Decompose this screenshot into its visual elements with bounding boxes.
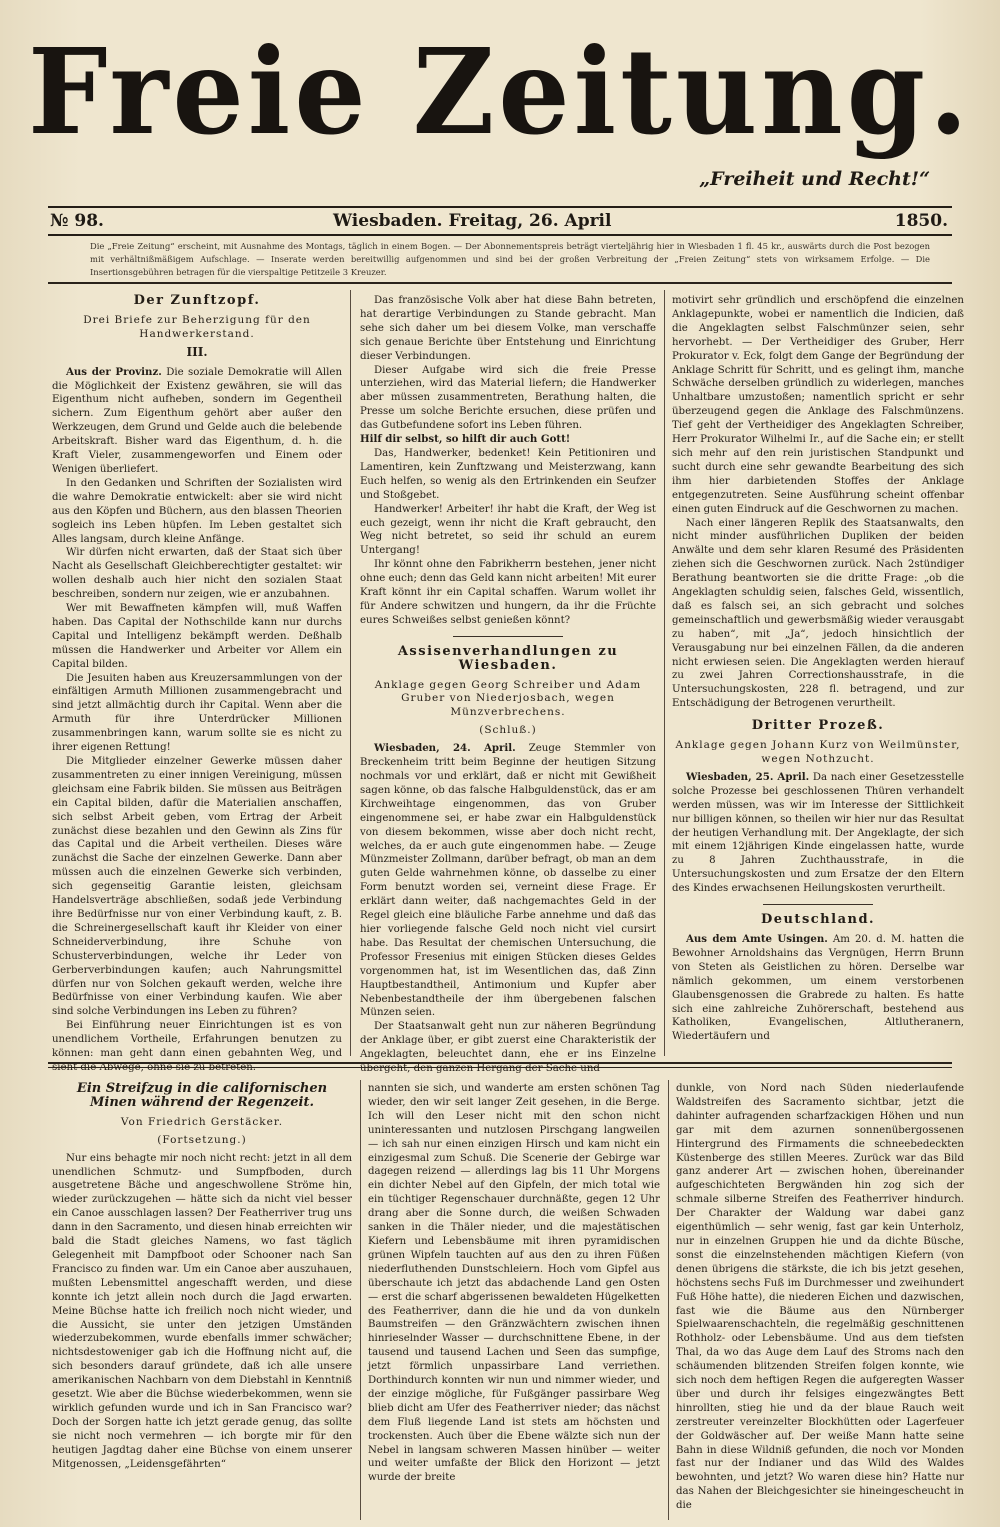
- paragraph: Handwerker! Arbeiter! ihr habt die Kraft, der Weg ist euch gezeigt, wenn ihr nicht die Kraft gebraucht, den Weg nicht betretet, so seid ihr schuld an eurem Untergang!: [360, 503, 656, 557]
- issue-number: № 98.: [50, 211, 104, 231]
- article-subheading: Anklage gegen Georg Schreiber und Adam Gruber von Niederjosbach, wegen Münzverbrechens.: [374, 678, 642, 719]
- paragraph: Wir dürfen nicht erwarten, daß der Staat sich über Nacht als Gesellschaft Gleichberechtigter gestaltet: wir wollen deshalb auch hier nicht den sozialen Staat beschreiben, sondern nur zeigen, wie er anzubahnen.: [52, 547, 342, 601]
- letter-number: III.: [186, 344, 208, 359]
- article-heading: Assisenverhandlungen zu Wiesbaden.: [397, 643, 619, 673]
- masthead-title: Freie Zeitung.: [27, 23, 973, 162]
- section-divider: [763, 904, 873, 905]
- feuilleton-column-2: [368, 1082, 660, 1522]
- column-rule: [664, 290, 665, 1056]
- paragraph: Die soziale Demokratie will Allen die Möglichkeit der Existenz gewähren, sie will das Eigenthum nicht aufheben, sondern im Gegentheil sichern. Zum Eigenthum gehört aber außer den Werkzeugen, dem Grund und Gelde auch die belebende Arbeitskraft. Bisher ward das Eigenthum, d. h. die Kraft Vieler, zusammengeworfen und Einem oder Wenigen überliefert.: [52, 366, 343, 475]
- paragraph: Da nach einer Gesetzesstelle solche Prozesse bei geschlossenen Thüren verhandelt werden müssen, was wir im Interesse der Sittlichkeit nur billigen können, so theilen wir hier nur das Resultat der heutigen Verhandlung mit. Der Angeklagte, der sich mit einem 12jährigen Kinde eingelassen hatte, wurde zu 8 Jahren Zuchthausstrafe, in die Untersuchungskosten und zum Ersatze der den Eltern des Kindes erwachsenen Heilungskosten verurtheilt.: [672, 771, 964, 895]
- paragraph: Das, Handwerker, bedenket! Kein Petitioniren und Lamentiren, kein Zunftzwang und Meisterzwang, kann Euch helfen, so wenig als den Ertrinkenden ein Seufzer und Stoßgebet.: [360, 447, 656, 501]
- paragraph: nannten sie sich, und wanderte am ersten schönen Tag wieder, den wir seit langer Zeit gesehen, in die Berge. Ich will den Leser nicht mit den schon nicht uninteressanten und nutzlosen Pirschgang langweilen — ich sah nur einen einzigen Hirsch und kam nicht ein einzigesmal zum Schuß. Die Scenerie der Gebirge war dagegen reizend — allerdings lag bis 11 Uhr Morgens ein dichter Nebel auf den Gipfeln, der mich total wie ein tüchtiger Regenschauer durchnäßte, gegen 12 Uhr drang aber die Sonne durch, die weißen Schwaden sanken in die Thäler nieder, und die majestätischen Kiefern und Lebensbäume mit ihren pyramidischen grünen Wipfeln tauchten auf aus den zu ihren Füßen niederfluthenden Dunstschleiern. Hoch vom Gipfel aus überschaute ich jetzt das abdachende Land gen Osten — erst die scharf abgerissenen bewaldeten Hügelketten des Featherriver, dann die hie und da von dunkeln Baumstreifen — den Gränzwächtern zwischen ihnen hinrieselnder Wasser — durchschnittene Ebene, in der tausend und tausend Lachen und Seen das sumpfige, jetzt förmlich unpassirbare Land verriethen. Dorthindurch konnten wir nun und nimmer wieder, und der einzige mögliche, für Fußgänger passirbare Weg blieb dicht am Ufer des Featherriver nieder; das nächst dem Fluß liegende Land ist stets am höchsten und trockensten. Auch über die Ebene wälzte sich nun der Nebel in langsam schweren Massen hinüber — weiter und weiter umfaßte der Blick den Horizont — jetzt wurde der breite: [368, 1083, 660, 1484]
- feuilleton-heading: Ein Streifzug in die californischen Minen während der Regenzeit.: [76, 1081, 328, 1110]
- issue-bar: [48, 206, 952, 236]
- paragraph: Wer mit Bewaffneten kämpfen will, muß Waffen haben. Das Capital der Nothschilde kann nur durchs Capital und Intelligenz bekämpft werden. Deßhalb müssen die Handwerker und Arbeiter vor Allem ein Capital bilden.: [52, 603, 342, 670]
- continuation-note: (Fortsetzung.): [157, 1133, 247, 1146]
- article-subheading: Drei Briefe zur Beherzigung für den Handwerkerstand.: [83, 313, 311, 340]
- column-rule: [350, 290, 351, 1056]
- paragraph: Nach einer längeren Replik des Staatsanwalts, den nicht minder ausführlichen Dupliken der beiden Anwälte und dem sehr klaren Resumé des Präsidenten ziehen sich die Geschwornen zurück. Nach 2stündiger Berathung beantworten sie die dritte Frage: „ob die Angeklagten schuldig seien, falsches Geld, wissentlich, daß es falsch sei, an sich gebracht und solches gemeinschaftlich und gewerbsmäßig wieder verausgabt zu haben“, mit „Ja“, jedoch hinsichtlich der Verausgabung nur bei einzelnen Fällen, da die anderen nicht erwiesen seien. Die Angeklagten werden hierauf zu zwei Jahren Correctionshausstrafe, in die Untersuchungskosten, 228 fl. betragend, und zur Entschädigung der Betrogenen verurtheilt.: [672, 517, 964, 710]
- paragraph: Der Staatsanwalt geht nun zur näheren Begründung der Anklage über, er gibt zuerst eine Charakteristik der Angeklagten, beleuchtet dann, ehe er ins Einzelne übergeht, den ganzen Hergang der Sache und: [360, 1021, 656, 1075]
- article-lead: Aus dem Amte Usingen.: [686, 932, 828, 945]
- paragraph: Ihr könnt ohne den Fabrikherrn bestehen, jener nicht ohne euch; denn das Geld kann nicht arbeiten! Mit eurer Kraft könnt ihr ein Capital schaffen. Warum wollet ihr für Andere schwitzen und hungern, da ihr die Früchte eures Schweißes selbst genießen könnt?: [360, 559, 656, 626]
- section-divider: [453, 636, 563, 637]
- article-subheading: Anklage gegen Johann Kurz von Weilmünster, wegen Nothzucht.: [675, 739, 961, 765]
- paragraph: Die Mitglieder einzelner Gewerke müssen daher zusammentreten zu einer innigen Vereinigung, müssen gleichsam eine Fabrik bilden. Sie müssen aus Beiträgen ein Capital bilden, dafür die Materialien anschaffen, sich selbst Arbeit geben, vom Ertrag der Arbeit zunächst diese bezahlen und den Gewinn als Zins für das Capital und die Arbeit vertheilen. Dieses wäre zunächst die Sache der einzelnen Gewerke. Dann aber müssen auch die einzelnen Gewerke sich verbinden, sich gegenseitig Garantie leisten, gleichsam Handelsverträge abschließen, sodaß jede Verbindung ihre Bedürfnisse nur von einer Verbindung kauft, z. B. die Schreinergesellschaft kauft ihr Kleider von einer Schneiderverbindung, ihre Schuhe von Schusterverbindungen, welche ihr Leder von Gerberverbindungen kaufen; auch Nahrungsmittel dürfen nur von Solchen gekauft werden, welche ihre Bedürfnisse von einer Verbindung kaufen. Wie aber sind solche Verbindungen ins Leben zu führen?: [52, 756, 342, 1018]
- paragraph: Am 20. d. M. hatten die Bewohner Arnoldshains das Vergnügen, Herrn Brunn von Steten als Geistlichen zu hören. Derselbe war nämlich gekommen, um einem verstorbenen Glaubensgenossen die Grabrede zu halten. Es hatte sich eine zahlreiche Zuhörerschaft, bestehend aus Katholiken, Evangelischen, Altlutheranern, Wiedertäufern und: [672, 933, 964, 1043]
- issue-place-date: Wiesbaden. Freitag, 26. April: [333, 211, 612, 231]
- paragraph: Das französische Volk aber hat diese Bahn betreten, hat derartige Verbindungen zu Stande gebracht. Man sehe sich daher um bei diesem Volke, man verschaffe sich genaue Berichte über Entstehung und Einrichtung dieser Verbindungen.: [360, 295, 656, 362]
- masthead-motto: „Freiheit und Recht!“: [699, 168, 930, 190]
- section-heading: Deutschland.: [760, 912, 876, 928]
- column-1: [52, 293, 343, 1073]
- paragraph: Die Jesuiten haben aus Kreuzersammlungen von der einfältigen Armuth Millionen zusammengebracht und sind jetzt allmächtig durch ihr Capital. Wenn aber die Armuth für ihre Unterdrücker Millionen zusammenbringen kann, warum sollte sie es nicht zu ihrer eigenen Rettung!: [52, 672, 342, 754]
- motto-line: Hilf dir selbst, so hilft dir auch Gott!: [360, 433, 571, 446]
- feuilleton-column-1: [52, 1082, 352, 1522]
- subscription-notice: Die „Freie Zeitung“ erscheint, mit Ausnahme des Montags, täglich in einem Bogen. — Der Abonnementspreis beträgt vierteljährig hier in Wiesbaden 1 fl. 45 kr., auswärts durch die Post bezogen mit verhältnißmäßigem Aufschlage. — Inserate werden bereitwillig aufgenommen und sind bei der großen Verbreitung der „Freien Zeitung“ stets von wirksamem Erfolge. — Die Insertionsgebühren betragen für die vierspaltige Petitzeile 3 Kreuzer.: [90, 241, 930, 277]
- paragraph: dunkle, von Nord nach Süden niederlaufende Waldstreifen des Sacramento sichtbar, jetzt die dahinter aufragenden scharfzackigen Höhen und nun gar mit dem azurnen sonnenübergossenen Hintergrund des Firmaments die schneebedeckten Küstenberge des stillen Meeres. Zurück war das Bild ganz anderer Art — zwischen hohen, übereinander aufgeschichteten Bergwänden hin zog sich der schmale silberne Streifen des Featherriver hindurch. Der Charakter der Waldung war dabei ganz eigenthümlich — sehr wenig, fast gar kein Unterholz, nur in einzelnen Gruppen hie und da dichte Büsche, sonst die einzelnstehenden mächtigen Kiefern (von denen übrigens die stärkste, die ich bis jetzt gesehen, höchstens sechs Fuß im Durchmesser und zweihundert Fuß Höhe hatte), die niederen Eichen und dazwischen, fast wie die Bäume aus den Nürnberger Spielwaarenschachteln, die regelmäßig geschnittenen Rothholz- oder Lebensbäume. Und aus dem tiefsten Thal, da wo das Auge dem Lauf des Stroms nach den schäumenden blitzenden Streifen folgen konnte, wie sich noch dem heftigen Regen die aufgeregten Wasser über und durch ihr felsiges eingezwängtes Bett hinrollten, stieg hie und da der blaue Rauch weit zerstreuter vereinzelter Blockhütten oder Lagerfeuer der Goldwäscher auf. Der weiße Mann hatte seine Bahn in diese Wildniß gefunden, die noch vor Monden fast nur der Indianer und das Wild des Waldes bewohnten, und jetzt? Wo waren diese hin? Hatte nur das Nahen der Bleichgesichter sie hineingescheucht in die: [676, 1083, 964, 1512]
- column-2: [360, 294, 656, 1075]
- paragraph: motivirt sehr gründlich und erschöpfend die einzelnen Anklagepunkte, wobei er namentlich die Indicien, daß die Angeklagten selbst Falschmünzer seien, sehr hervorhebt. — Der Vertheidiger des Gruber, Herr Prokurator v. Eck, folgt dem Gange der Begründung der Anklage Schritt für Schritt, und es gelingt ihm, manche Schwäche derselben gründlich zu widerlegen, manches Unhaltbare umzustoßen; namentlich spricht er sehr überzeugend gegen die Anklage des Falschmünzens. Tief geht der Vertheidiger des Angeklagten Schreiber, Herr Prokurator Wilhelmi Ir., auf die Sache ein; er stellt sich mehr auf den rein juristischen Standpunkt und sucht durch eine sehr gewandte Bearbeitung des sich ihm hier darbietenden Stoffes der Anklage entgegenzutreten. Seine Ausführung scheint offenbar einen guten Eindruck auf die Geschwornen zu machen.: [672, 295, 964, 515]
- paragraph: Dieser Aufgabe wird sich die freie Presse unterziehen, wird das Material liefern; die Handwerker aber müssen zusammentreten, Berathung halten, die Presse um solche Berichte ersuchen, diese prüfen und das Gutbefundene sofort ins Leben führen.: [360, 364, 656, 432]
- feuilleton-author: Von Friedrich Gerstäcker.: [120, 1115, 284, 1128]
- masthead: [0, 18, 1000, 173]
- dateline: Wiesbaden, 25. April.: [686, 770, 810, 783]
- column-rule: [360, 1080, 361, 1520]
- feuilleton-column-3: [676, 1082, 964, 1522]
- paragraph: Nur eins behagte mir noch nicht recht: jetzt in all dem unendlichen Schmutz- und Sumpfboden, durch ausgetretene Bäche und angeschwollene Ströme hin, wieder zurückzugehen — hätte sich da nicht viel besser ein Canoe ausschlagen lassen? Der Featherriver trug uns dann in den Sacramento, und diesen hinab erreichten wir bald die Stadt gleiches Namens, wo fast täglich Gelegenheit mit Dampfboot oder Schooner nach San Francisco zu finden war. Um ein Canoe aber auszuhauen, mußten Lebensmittel angeschafft werden, und diese konnte ich jetzt allein noch durch die Jagd erwarten. Meine Büchse hatte ich freilich noch nicht wieder, und die Aussicht, sie unter den jetzigen Umständen wiederzubekommen, wurde ebenfalls immer schwächer; nichtsdestoweniger gab ich die Hoffnung nicht auf, die sich besonders darauf gründete, daß ich alle unsere amerikanischen Nachbarn von dem Diebstahl in Kenntniß gesetzt. Wie aber die Büchse wiederbekommen, wenn sie wirklich gefunden wurde und ich in San Francisco war? Doch der Sorgen hatte ich jetzt gerade genug, das sollte sie nicht noch vermehren — ich borgte mir für den heutigen Jagdtag daher eine Büchse von einem unserer Mitgenossen, „Leidensgefährten“: [52, 1152, 352, 1470]
- article-heading: Dritter Prozeß.: [751, 718, 885, 734]
- top-rule: [48, 282, 952, 284]
- dateline: Wiesbaden, 24. April.: [374, 742, 516, 755]
- paragraph: Bei Einführung neuer Einrichtungen ist es von unendlichem Vortheile, Erfahrungen benutzen zu können: man geht dann einen gebahnten Weg, und sieht die Abwege, ohne sie zu betreten.: [52, 1020, 342, 1073]
- issue-year: 1850.: [894, 211, 948, 231]
- article-heading: Der Zunftzopf.: [133, 293, 261, 308]
- feuilleton-rule: [48, 1062, 952, 1064]
- article-lead: Aus der Provinz.: [66, 365, 162, 378]
- feuilleton-rule: [48, 1067, 952, 1068]
- continuation-note: (Schluß.): [479, 724, 537, 737]
- paragraph: In den Gedanken und Schriften der Sozialisten wird die wahre Demokratie entwickelt: aber sie wird nicht aus den Köpfen und Büchern, aus den blassen Theorien sogleich ins Leben hüpfen. Im Leben gestaltet sich Alles langsam, durch kleine Anfänge.: [52, 477, 342, 545]
- paragraph: Zeuge Stemmler von Breckenheim tritt beim Beginne der heutigen Sitzung nochmals vor und erklärt, daß er nicht mit Gewißheit sagen könne, ob das falsche Halbguldenstück, das er am Kirchweihtage eingenommen, das von Gruber eingenommene sei, er habe zwar ein Halbguldenstück von diesem bekommen, wisse aber doch nicht recht, welches, da er auch gute eingenommen habe. — Zeuge Münzmeister Zollmann, darüber befragt, ob man an dem guten Gelde wahrnehmen könne, ob dasselbe zu einer Form benutzt worden sei, verneint diese Frage. Er erklärt dann weiter, daß nachgemachtes Geld in der Regel gleich eine bläuliche Farbe annehme und daß das hier vorliegende falsche Geld noch nicht viel cursirt habe. Das Resultat der chemischen Untersuchung, die Professor Fresenius mit einigen Stücken dieses Geldes vorgenommen hat, ist im Wesentlichen das, daß Zinn Hauptbestandtheil, Antimonium und Kupfer aber Nebenbestandtheile der ihm übergebenen falschen Münzen seien.: [360, 743, 656, 1019]
- column-rule: [668, 1080, 669, 1520]
- column-3: [672, 294, 964, 1054]
